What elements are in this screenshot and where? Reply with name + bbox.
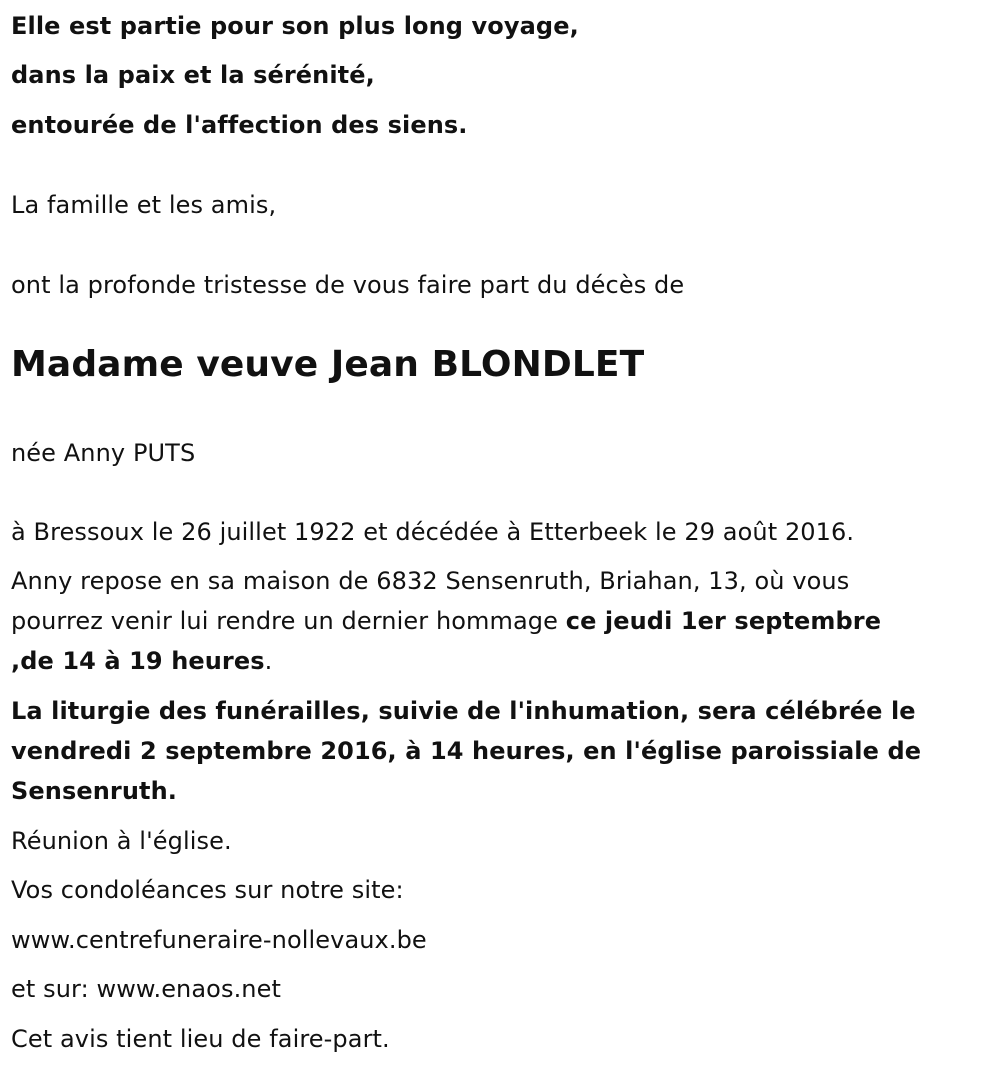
announce-line: ont la profonde tristesse de vous faire part du décès de (11, 271, 685, 299)
visitation-line-3-plain: . (264, 647, 273, 675)
family-line: La famille et les amis, (11, 191, 277, 219)
closing-line: Cet avis tient lieu de faire-part. (11, 1025, 390, 1053)
meeting-line: Réunion à l'église. (11, 827, 232, 855)
intro-line-3: entourée de l'affection des siens. (11, 111, 468, 139)
website-2-line: et sur: www.enaos.net (11, 975, 281, 1003)
visitation-date: ce jeudi 1er septembre (565, 607, 882, 635)
visitation-line-2 (11, 601, 881, 641)
deceased-name: Madame veuve Jean BLONDLET (11, 344, 645, 385)
maiden-name: née Anny PUTS (11, 439, 196, 467)
visitation-line-1: Anny repose en sa maison de 6832 Sensenruth, Briahan, 13, où vous (11, 567, 850, 595)
visitation-line-3 (11, 641, 272, 681)
visitation-line-2-plain: pourrez venir lui rendre un dernier hommage (11, 607, 566, 635)
funeral-line-2: vendredi 2 septembre 2016, à 14 heures, en l'église paroissiale de (11, 737, 922, 765)
website-1: www.centrefuneraire-nollevaux.be (11, 926, 427, 954)
funeral-line-3: Sensenruth. (11, 777, 177, 805)
funeral-line-1: La liturgie des funérailles, suivie de l'inhumation, sera célébrée le (11, 697, 916, 725)
visitation-hours: ,de 14 à 19 heures (11, 647, 265, 675)
condolences-label: Vos condoléances sur notre site: (11, 876, 404, 904)
intro-line-2: dans la paix et la sérénité, (11, 61, 375, 89)
birth-death-line: à Bressoux le 26 juillet 1922 et décédée à Etterbeek le 29 août 2016. (11, 518, 855, 546)
intro-line-1: Elle est partie pour son plus long voyage, (11, 12, 579, 40)
